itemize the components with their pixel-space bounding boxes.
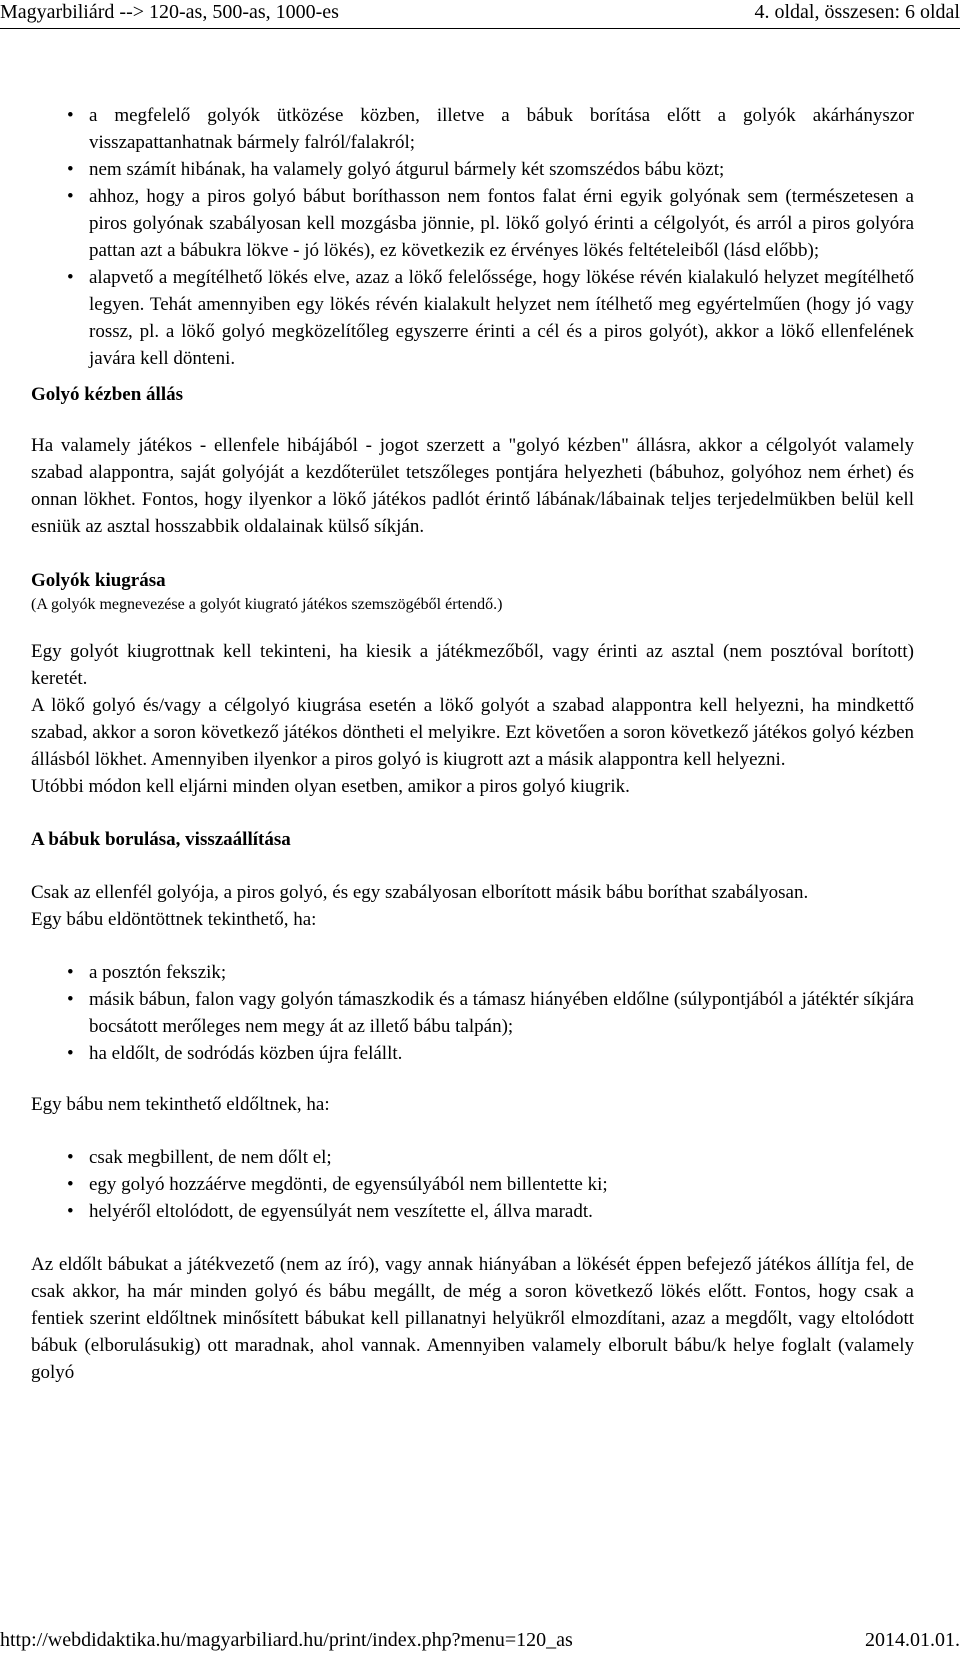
fallen-conditions-list [31, 959, 914, 1067]
page-footer [0, 1626, 960, 1654]
list-item: • ha eldőlt, de sodródás közben újra felállt. [31, 1040, 914, 1067]
section-heading-borulas: A bábuk borulása, visszaállítása [31, 829, 291, 850]
list-item: • alapvető a megítélhető lökés elve, azaz a lökő felelőssége, hogy lökése révén kialakuló helyzet megítélhető legyen. Tehát amennyiben egy lökés révén kialakult helyzet nem ítélhető meg egyértelműen (hogy jó vagy rossz, pl. a lökő golyó megközelítőleg egyszerre érinti a cél és a piros golyót), akkor a lökő ellenfelének javára kell dönteni. [31, 264, 914, 372]
list-item: • a megfelelő golyók ütközése közben, illetve a bábuk borítása előtt a golyók akárhányszor visszapattanhatnak bármely falról/falakról; [31, 102, 914, 156]
section-heading-golyo-kezben: Golyó kézben állás [31, 384, 184, 405]
paragraph: Utóbbi módon kell eljárni minden olyan esetben, amikor a piros golyó kiugrik. [31, 776, 630, 797]
not-fallen-conditions-list [31, 1144, 914, 1225]
list-item: • helyéről eltolódott, de egyensúlyát nem veszítette el, állva maradt. [31, 1198, 914, 1225]
paragraph: Egy bábu nem tekinthető eldőltnek, ha: [31, 1094, 330, 1115]
list-item: • csak megbillent, de nem dőlt el; [31, 1144, 914, 1171]
section-heading-kiugras: Golyók kiugrása [31, 570, 166, 591]
page-header [0, 0, 960, 29]
list-item: • másik bábun, falon vagy golyón támaszkodik és a támasz hiányében eldőlne (súlypontjából a játéktér síkjára bocsátott merőleges nem megy át az illető bábu talpán); [31, 986, 914, 1040]
paragraph: Egy golyót kiugrottnak kell tekinteni, ha kiesik a játékmezőből, vagy érinti az asztal (nem posztóval borított) keretét. [31, 641, 914, 689]
list-item: • ahhoz, hogy a piros golyó bábut boríthasson nem fontos falat érni egyik golyónak sem (természetesen a piros golyónak szabályosan kell mozgásba jönnie, pl. lökő golyó érinti a célgolyót, és arról a piros golyóra pattan azt a bábukra lökve - jó lökés), ez következik ez érvényes lökés feltételeiből (lásd előbb); [31, 183, 914, 264]
paragraph: Az eldőlt bábukat a játékvezető (nem az író), vagy annak hiányában a lökését éppen befejező játékos állítja fel, de csak akkor, ha már minden golyó és bábu megállt, de még a soron következő lökés előtt. Fontos, hogy csak a fentiek szerint eldőltnek minősített bábukat kell pillanatnyi helyükről elmozdítani, azaz a megdőlt, vagy eltolódott bábuk (elborulásukig) ott maradnak, ahol vannak. Amennyiben valamely elborult bábu/k helye foglalt (valamely golyó [31, 1254, 914, 1383]
list-item: • nem számít hibának, ha valamely golyó átgurul bármely két szomszédos bábu közt; [31, 156, 914, 183]
document-body [31, 102, 914, 1386]
page-counter: 4. oldal, összesen: 6 oldal [754, 1, 960, 23]
paragraph: Egy bábu eldöntöttnek tekinthető, ha: [31, 909, 317, 930]
paragraph: Csak az ellenfél golyója, a piros golyó, és egy szabályosan elborított másik bábu boríthat szabályosan. [31, 882, 809, 903]
paragraph: Ha valamely játékos - ellenfele hibájából - jogot szerzett a "golyó kézben" állásra, akkor a célgolyót valamely szabad alappontra, saját golyóját a kezdőterület tetszőleges pontjára helyezheti (bábuhoz, golyóhoz nem érhet) és onnan lökhet. Fontos, hogy ilyenkor a lökő játékos padlót érintő lábának/lábainak teljes terjedelmükben belül kell esniük az asztal hosszabbik oldalainak külső síkján. [31, 435, 914, 537]
source-url: http://webdidaktika.hu/magyarbiliard.hu/print/index.php?menu=120_as [0, 1629, 573, 1651]
document-title: Magyarbiliárd --> 120-as, 500-as, 1000-es [0, 1, 339, 23]
print-date: 2014.01.01. [865, 1629, 960, 1651]
paragraph: A lökő golyó és/vagy a célgolyó kiugrása esetén a lökő golyót a szabad alappontra kell helyezni, ha mindkettő szabad, akkor a soron következő játékos döntheti el melyikre. Ezt követően a soron következő játékos golyó kézben állásból lökhet. Amennyiben ilyenkor a piros golyó is kiugrott azt a másik alappontra kell helyezni. [31, 695, 914, 770]
rules-list [31, 102, 914, 372]
list-item: • egy golyó hozzáérve megdönti, de egyensúlyából nem billentette ki; [31, 1171, 914, 1198]
section-note: (A golyók megnevezése a golyót kiugrató játékos szemszögéből értendő.) [31, 596, 503, 613]
list-item: • a posztón fekszik; [31, 959, 914, 986]
